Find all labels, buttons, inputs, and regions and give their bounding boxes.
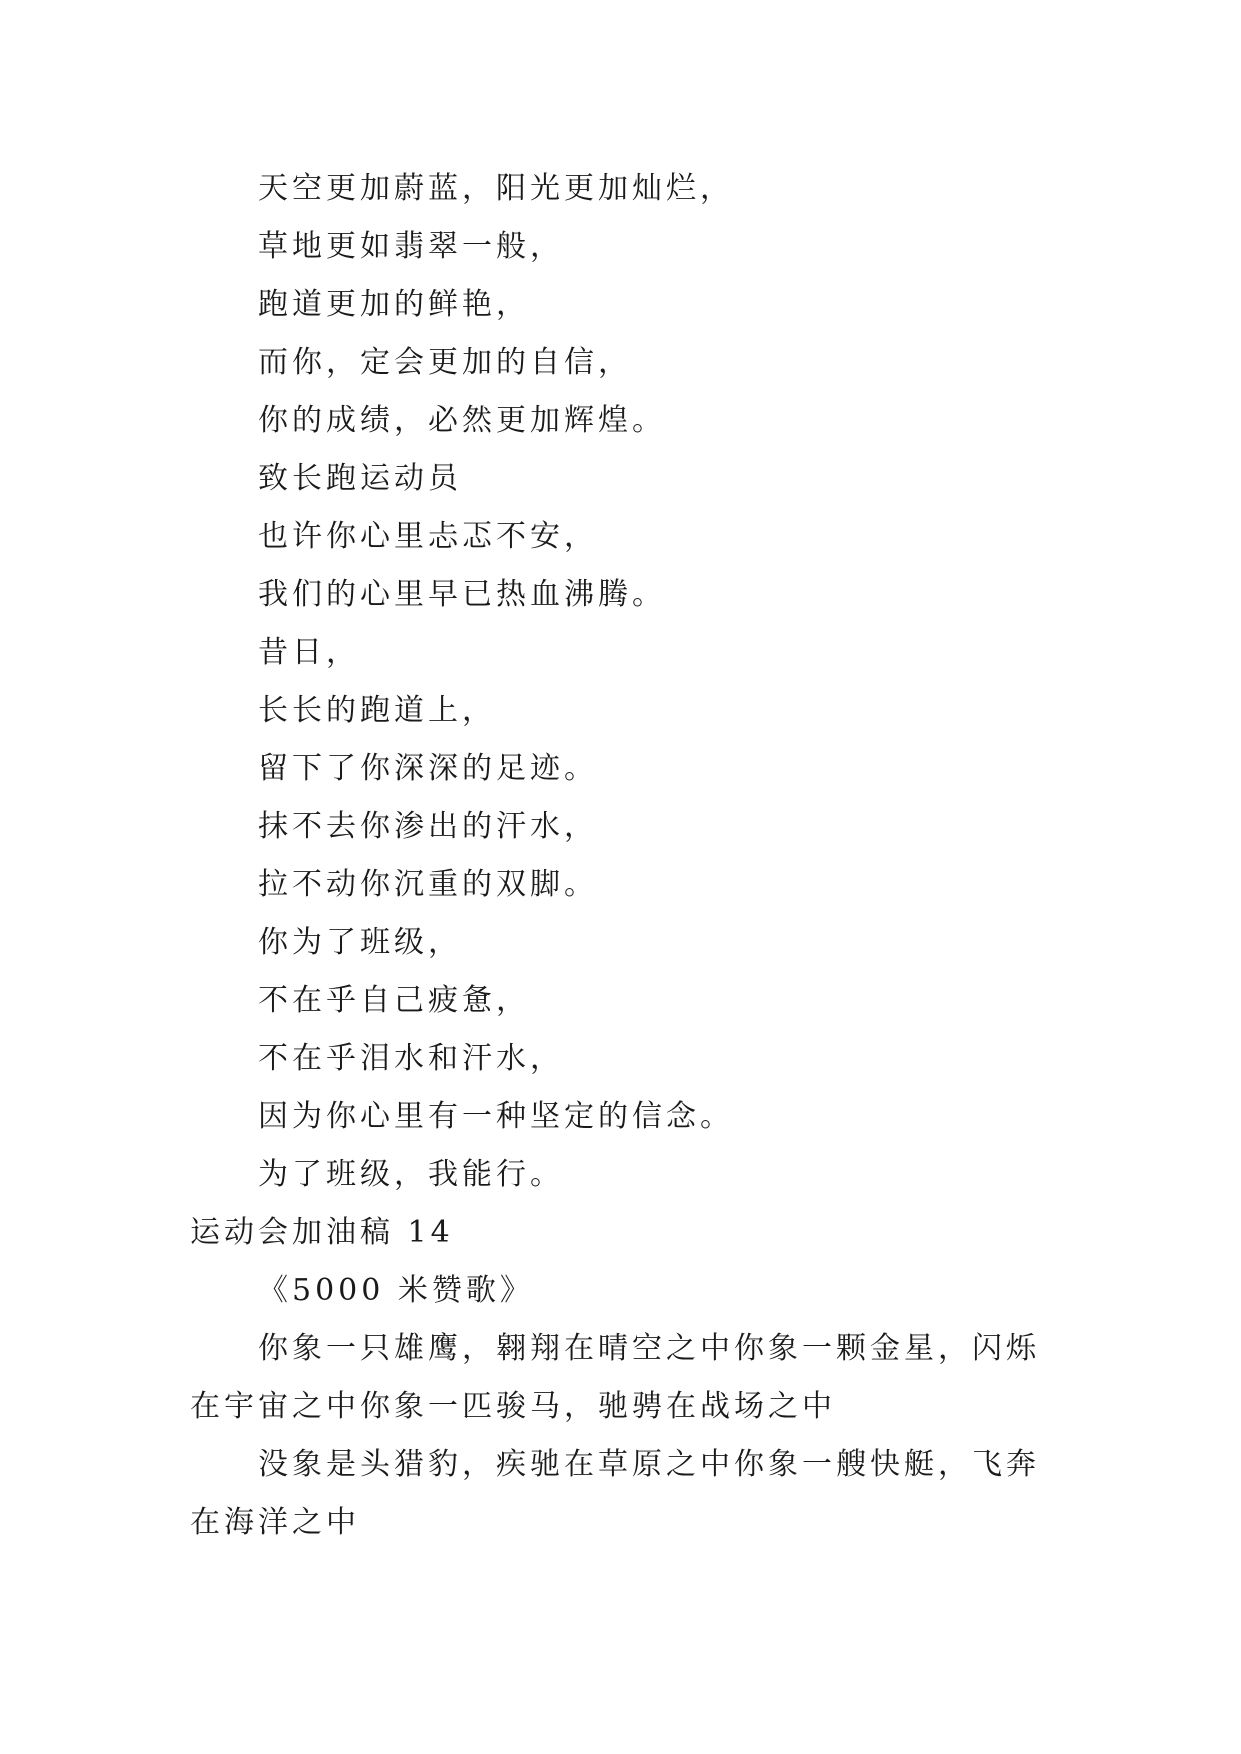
poem-line: 天空更加蔚蓝，阳光更加灿烂， — [258, 171, 734, 206]
poem-line: 跑道更加的鲜艳， — [258, 287, 530, 322]
poem-line: 你为了班级， — [258, 925, 462, 960]
poem-line: 不在乎泪水和汗水， — [258, 1041, 564, 1076]
poem-line: 你的成绩，必然更加辉煌。 — [258, 403, 666, 438]
poem-line: 致长跑运动员 — [258, 461, 462, 496]
poem-line: 而你，定会更加的自信， — [258, 345, 632, 380]
section-heading: 运动会加油稿 14 — [190, 1215, 454, 1250]
body-paragraph: 没象是头猎豹，疾驰在草原之中你象一艘快艇，飞奔在海洋之中 — [190, 1447, 1040, 1540]
poem-line: 为了班级，我能行。 — [258, 1157, 564, 1192]
poem-line: 不在乎自己疲惫， — [258, 983, 530, 1018]
poem-line: 抹不去你渗出的汗水， — [258, 809, 598, 844]
poem-title: 《5000 米赞歌》 — [258, 1273, 534, 1308]
poem-line: 昔日， — [258, 635, 360, 670]
poem-line: 拉不动你沉重的双脚。 — [258, 867, 598, 902]
poem-line: 我们的心里早已热血沸腾。 — [258, 577, 666, 612]
poem-line: 因为你心里有一种坚定的信念。 — [258, 1099, 734, 1134]
document-body — [190, 160, 1070, 1552]
body-paragraph: 你象一只雄鹰，翱翔在晴空之中你象一颗金星，闪烁在宇宙之中你象一匹骏马，驰骋在战场之中 — [190, 1331, 1040, 1424]
poem-line: 也许你心里忐忑不安， — [258, 519, 598, 554]
poem-line: 长长的跑道上， — [258, 693, 496, 728]
poem-line: 留下了你深深的足迹。 — [258, 751, 598, 786]
poem-line: 草地更如翡翠一般， — [258, 229, 564, 264]
